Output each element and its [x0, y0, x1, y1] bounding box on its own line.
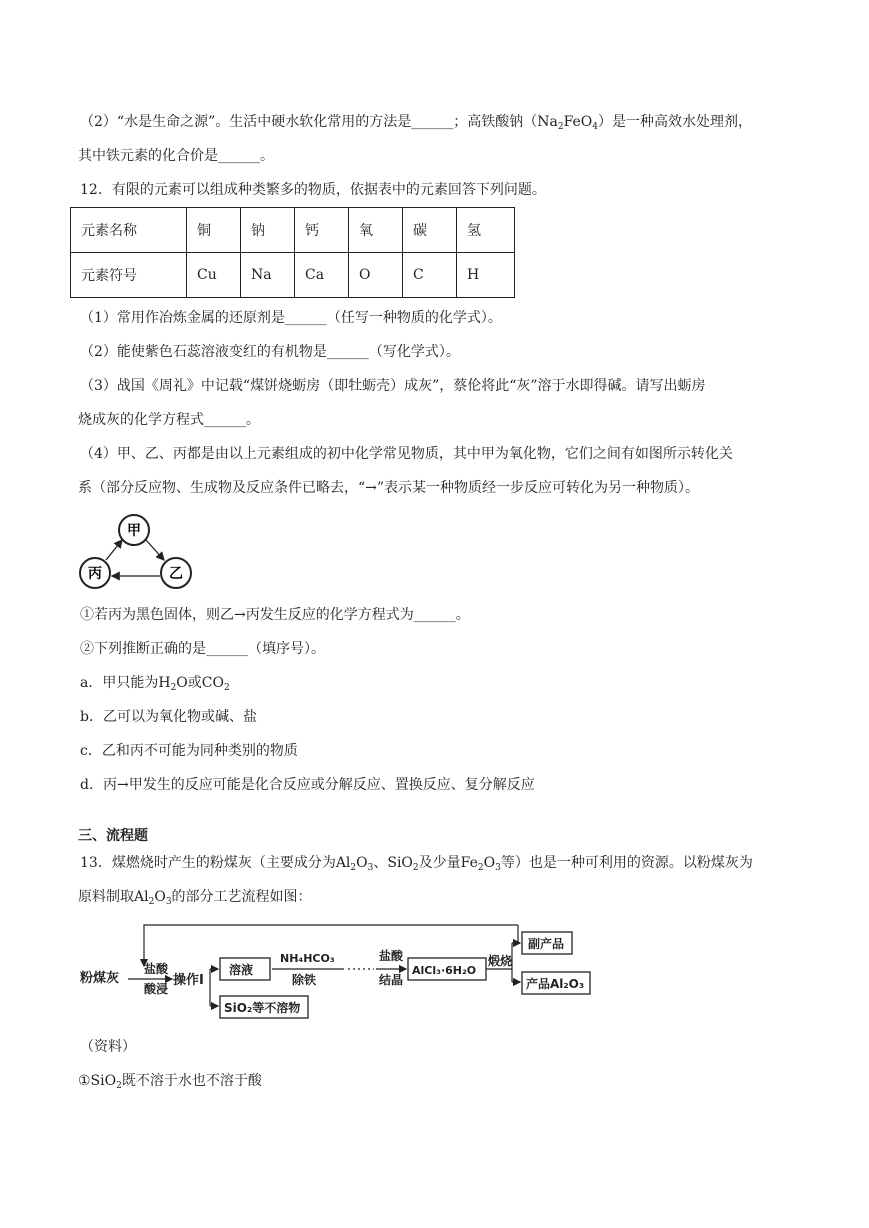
conversion-diagram	[76, 512, 196, 594]
flow-start: 粉煤灰	[80, 971, 120, 986]
flow-product: 产品Al₂O₃	[526, 977, 585, 991]
flow-operation: 操作Ⅰ	[173, 973, 204, 988]
table-cell: 氢	[457, 208, 515, 253]
table-cell: 钠	[241, 208, 295, 253]
table-cell: H	[457, 253, 515, 298]
table-cell: Cu	[187, 253, 241, 298]
q12-sub2: ②下列推断正确的是______（填序号）。	[80, 641, 325, 657]
section-title: 三、流程题	[78, 828, 148, 844]
q12-part2: （2）能使紫色石蕊溶液变红的有机物是______（写化学式）。	[80, 344, 460, 360]
option-c: c．乙和丙不可能为同种类别的物质	[80, 743, 298, 759]
process-flow-diagram	[76, 918, 616, 1026]
label-jia: 甲	[127, 523, 141, 539]
table-cell: 氧	[349, 208, 403, 253]
table-cell: 钙	[295, 208, 349, 253]
arrow-bing-to-jia	[106, 540, 122, 560]
q12-part3-line1: （3）战国《周礼》中记载“煤饼烧蛎房（即牡蛎壳）成灰”，蔡伦将此“灰”溶于水即得碱。请写出蛎房	[80, 378, 706, 394]
q12-part3-line2: 烧成灰的化学方程式______。	[78, 412, 260, 428]
flow-byproduct: 副产品	[528, 937, 565, 951]
q12-part4-line1: （4）甲、乙、丙都是由以上元素组成的初中化学常见物质，其中甲为氧化物，它们之间有如图所示转化关	[80, 446, 733, 462]
flow-insoluble: SiO₂等不溶物	[224, 1001, 301, 1015]
q12-sub1: ①若丙为黑色固体，则乙→丙发生反应的化学方程式为______。	[80, 607, 470, 623]
q12-stem: 12．有限的元素可以组成种类繁多的物质，依据表中的元素回答下列问题。	[80, 182, 546, 198]
label-yi: 乙	[169, 566, 183, 582]
q13-line1: 13．煤燃烧时产生的粉煤灰（主要成分为$Al_2O_3$、SiO$_2$及少量$Fe_2O_3$等）也是一种可利用的资源。以粉煤灰为	[80, 855, 753, 873]
table-cell: C	[403, 253, 457, 298]
flow-reagent-bottom: 除铁	[292, 973, 317, 987]
option-d: d．丙→甲发生的反应可能是化合反应或分解反应、置换反应、复分解反应	[80, 777, 535, 793]
q11-part2-line2: 其中铁元素的化合价是______。	[78, 148, 274, 164]
table-cell: 碳	[403, 208, 457, 253]
q13-line2: 原料制取$Al_2O_3$的部分工艺流程如图：	[78, 889, 312, 907]
flow-calcine: 煅烧	[488, 954, 513, 968]
table-header-symbol: 元素符号	[71, 253, 187, 298]
q12-part1: （1）常用作冶炼金属的还原剂是______（任写一种物质的化学式）。	[80, 310, 502, 326]
flow-crystal: AlCl₃·6H₂O	[412, 964, 477, 977]
table-row	[71, 253, 515, 298]
arrow-jia-to-yi	[146, 540, 164, 560]
table-row	[71, 208, 515, 253]
flow-acid-bottom: 酸浸	[144, 982, 169, 996]
option-b: b．乙可以为氧化物或碱、盐	[80, 709, 257, 725]
table-cell: Ca	[295, 253, 349, 298]
table-header-name: 元素名称	[71, 208, 187, 253]
flow-solution: 溶液	[229, 963, 254, 977]
q12-part4-line2: 系（部分反应物、生成物及反应条件已略去，“→”表示某一种物质经一步反应可转化为另一种物质）。	[78, 480, 700, 496]
flow-cryst-bottom: 结晶	[379, 973, 404, 987]
q11-part2-line1: （2）“水是生命之源”。生活中硬水软化常用的方法是______；高铁酸钠$(Na_2FeO_4)$是一种高效水处理剂，	[80, 114, 753, 132]
table-cell: 铜	[187, 208, 241, 253]
flow-acid-top: 盐酸	[144, 962, 169, 976]
flow-reagent-top: NH₄HCO₃	[280, 952, 335, 965]
table-cell: O	[349, 253, 403, 298]
flow-cryst-top: 盐酸	[379, 949, 404, 963]
info-title: （资料）	[80, 1039, 136, 1055]
table-cell: Na	[241, 253, 295, 298]
info-item-1: ①SiO$_2$既不溶于水也不溶于酸	[78, 1073, 262, 1091]
option-a: a．甲只能为$H_2O$或$CO_2$	[80, 675, 230, 693]
label-bing: 丙	[88, 566, 102, 582]
element-table	[70, 207, 515, 298]
